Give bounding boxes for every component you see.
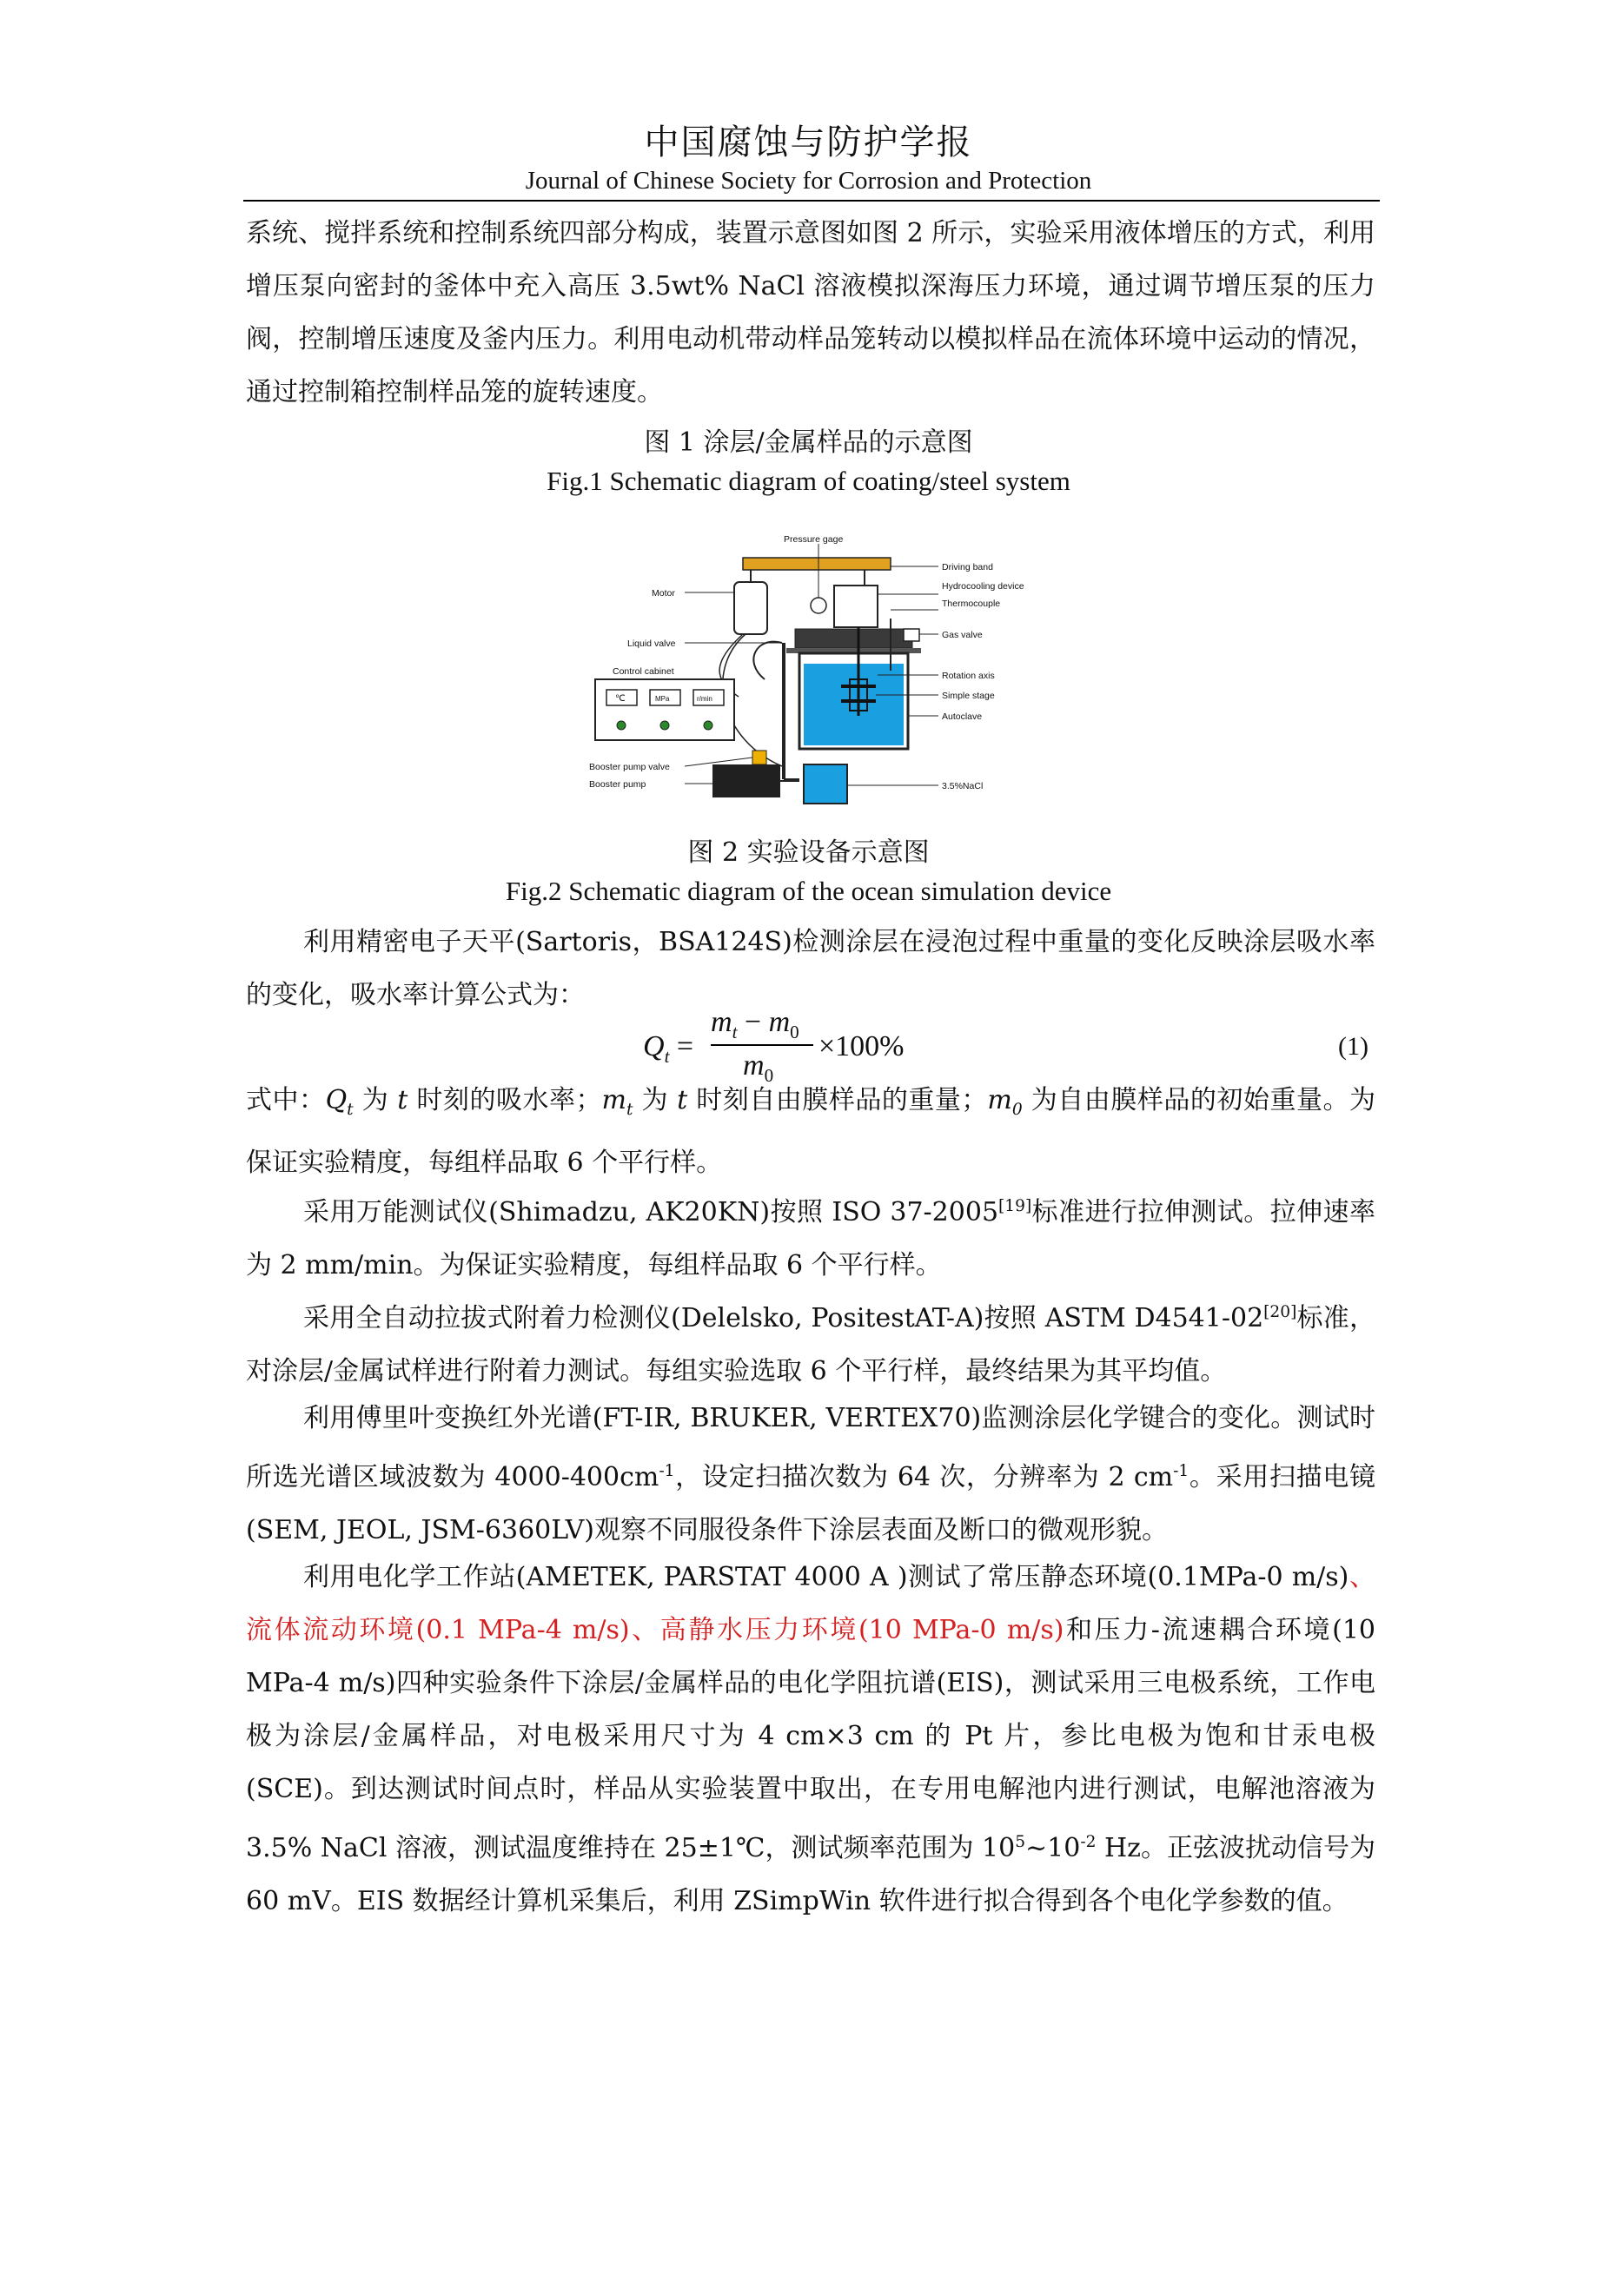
label-pressure-gage: Pressure gage: [784, 534, 844, 545]
hydrocooling-device: [834, 586, 878, 627]
fig2-schematic: [582, 532, 1051, 823]
control-cabinet: [595, 679, 734, 740]
paragraph-water-absorption: 利用精密电子天平(Sartoris，BSA124S)检测涂层在浸泡过程中重量的变化反映涂层吸水率的变化，吸水率计算公式为：: [246, 927, 1375, 1010]
fig2-caption-en: Fig.2 Schematic diagram of the ocean simulation device: [505, 876, 1112, 906]
label-nacl: 3.5%NaCl: [942, 781, 984, 791]
label-booster-pump-valve: Booster pump valve: [589, 762, 670, 772]
booster-pump: [712, 764, 780, 797]
paragraph-adhesion-test: 采用全自动拉拔式附着力检测仪(Delelsko, PositestAT-A)按照 ASTM D4541-02[20]标准，对涂层/金属试样进行附着力测试。每组实验选取 6 个平行样，最终结果为其平均值。: [246, 1303, 1375, 1386]
nacl-beaker: [804, 764, 847, 804]
label-rotation-axis: Rotation axis: [942, 671, 995, 681]
paragraph-ftir-sem: 利用傅里叶变换红外光谱(FT-IR, BRUKER, VERTEX70)监测涂层化学键合的变化。测试时所选光谱区域波数为 $4000-400cm^{-1}$，设定扫描次数为 64 次，分辨率为 2 $cm^{-1}$。采用扫描电镜(SEM, JEOL, JSM-6360LV)观察不同服役条件下涂层表面及断口的微观形貌。: [246, 1403, 1376, 1545]
paragraph-apparatus: 系统、搅拌系统和控制系统四部分构成，装置示意图如图 2 所示，实验采用液体增压的方式，利用增压泵向密封的釜体中充入高压 3.5wt% NaCl 溶液模拟深海压力环境，通过调节增压泵的压力阀，控制增压速度及釜内压力。利用电动机带动样品笼转动以模拟样品在流体环境中运动的情况，通过控制箱控制样品笼的旋转速度。: [246, 218, 1375, 407]
equation-number: (1): [1338, 1032, 1368, 1061]
fig2-caption-cn: 图 2 实验设备示意图: [687, 837, 930, 868]
display-temp: ℃: [615, 693, 626, 704]
label-booster-pump: Booster pump: [589, 779, 646, 790]
driving-band: [743, 558, 891, 570]
label-hydrocooling: Hydrocooling device: [942, 581, 1024, 592]
label-autoclave: Autoclave: [942, 711, 983, 722]
header-divider: [243, 200, 1380, 202]
fig1-caption-en: Fig.1 Schematic diagram of coating/steel system: [547, 466, 1070, 496]
eq-numerator: $m_t - m_0$: [711, 1006, 799, 1042]
highlighted-conditions: 、流体流动环境(0.1 MPa-4 m/s)、高静水压力环境(10 MPa-0 m/s): [246, 1562, 1375, 1645]
pressure-gage: [811, 598, 826, 613]
label-sample-stage: Simple stage: [942, 691, 995, 701]
eq-fraction-bar: [711, 1044, 813, 1046]
motor: [734, 582, 767, 634]
paragraph-tensile-test: 采用万能测试仪(Shimadzu, AK20KN)按照 ISO 37-2005[19]标准进行拉伸测试。拉伸速率为 2 mm/min。为保证实验精度，每组样品取 6 个平行样。: [246, 1197, 1375, 1280]
label-gas-valve: Gas valve: [942, 630, 983, 640]
autoclave-solution: [804, 664, 904, 745]
fig1-caption-cn: 图 1 涂层/金属样品的示意图: [644, 427, 973, 458]
label-motor: Motor: [652, 588, 675, 599]
label-control-cabinet: Control cabinet: [613, 666, 674, 677]
label-thermocouple: Thermocouple: [942, 599, 1001, 609]
display-pressure: MPa: [655, 695, 670, 703]
eq-factor: ×100%: [818, 1030, 905, 1062]
eq-lhs: $Q_t$ =: [643, 1030, 694, 1067]
autoclave-lid: [795, 629, 912, 648]
display-speed: r/min: [697, 695, 712, 703]
paragraph-eis: 利用电化学工作站(AMETEK, PARSTAT 4000 A )测试了常压静态环境(0.1MPa-0 m/s)、流体流动环境(0.1 MPa-4 m/s)、高静水压力环境(10 MPa-0 m/s)和压力-流速耦合环境(10 MPa-4 m/s)四种实验条件下涂层/金属样品的电化学阻抗谱(EIS)，测试采用三电极系统，工作电极为涂层/金属样品，对电极采用尺寸为 4 cm×3 cm 的 Pt 片，参比电极为饱和甘汞电极(SCE)。到达测试时间点时，样品从实验装置中取出，在专用电解池内进行测试，电解池溶液为 3.5% NaCl 溶液，测试温度维持在 25±1℃，测试频率范围为 $10^5\sim 10^{-2}$ Hz。正弦波扰动信号为 60 mV。EIS 数据经计算机采集后，利用 ZSimpWin 软件进行拟合得到各个电化学参数的值。: [246, 1562, 1376, 1916]
gas-valve: [904, 629, 919, 641]
paragraph-variable-definitions: 式中：$Q_t$ 为 t 时刻的吸水率；$m_t$ 为 t 时刻自由膜样品的重量；$m_0$ 为自由膜样品的初始重量。为保证实验精度，每组样品取 6 个平行样。: [246, 1085, 1375, 1178]
label-driving-band: Driving band: [942, 562, 993, 572]
journal-title-cn: 中国腐蚀与防护学报: [644, 122, 973, 162]
journal-title-en: Journal of Chinese Society for Corrosion and Protection: [525, 167, 1092, 195]
label-liquid-valve: Liquid valve: [627, 639, 676, 649]
eq-denominator: $m_0$: [743, 1049, 774, 1086]
booster-pump-valve: [752, 751, 766, 764]
